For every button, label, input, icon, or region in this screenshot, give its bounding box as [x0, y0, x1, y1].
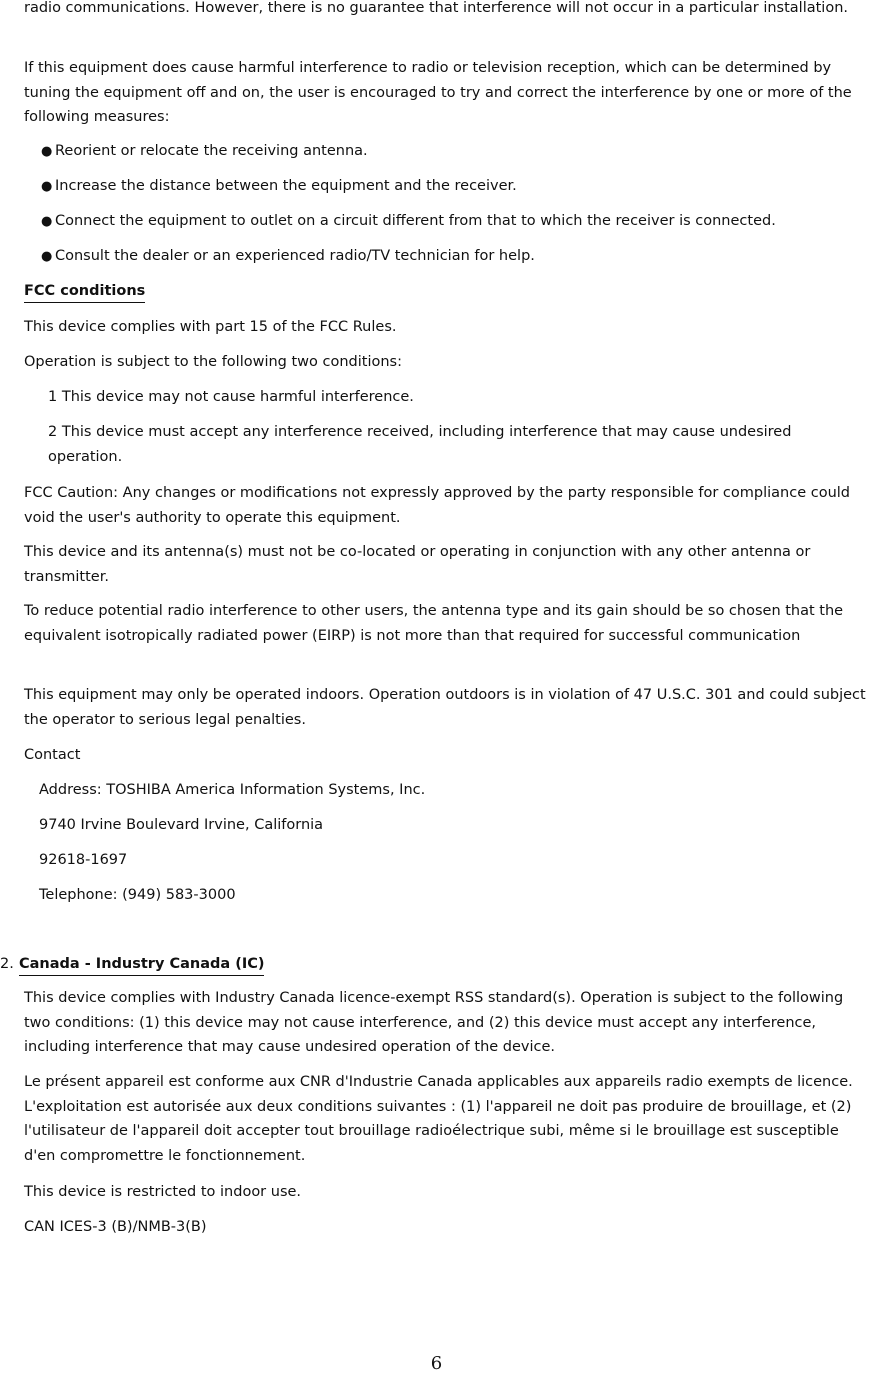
contact-telephone: Telephone: (949) 583-3000 — [39, 887, 236, 903]
bullet-icon: ● — [41, 214, 53, 229]
reduce-interference-text: To reduce potential radio interference to other users, the antenna type and its gain should be so chosen that the equivalent isotropically radiated power (EIRP) is not more than that required for successful communication — [24, 603, 844, 644]
intro-paragraph: radio communications. However, there is no guarantee that interference will not occur in a particular installation. — [24, 0, 849, 16]
bullet-icon: ● — [41, 179, 53, 194]
contact-address: Address: TOSHIBA America Information Systems, Inc. — [39, 782, 426, 798]
contact-label: Contact — [24, 747, 81, 763]
canada-ices-text: CAN ICES-3 (B)/NMB-3(B) — [24, 1219, 207, 1235]
list-item — [41, 244, 861, 269]
bullet-icon: ● — [41, 144, 53, 159]
canada-french-text: Le présent appareil est conforme aux CNR d'Industrie Canada applicables aux appareils radio exempts de licence. L'exploitation est autorisée aux deux conditions suivantes : (1) l'appareil ne doit pas produire de brouillage, et (2) l'utilisateur de l'appareil doit accepter tout brouillage radioélectrique subi, même si le brouillage est susceptible d'en compromettre le fonctionnement. — [24, 1074, 853, 1164]
condition-item: 1 This device may not cause harmful interference. — [48, 389, 414, 405]
list-item-text: Increase the distance between the equipment and the receiver. — [55, 178, 517, 194]
interference-paragraph: If this equipment does cause harmful interference to radio or television reception, which can be determined by tuning the equipment off and on, the user is encouraged to try and correct the interference by one or more of the following measures: — [24, 60, 852, 125]
fcc-operation-text: Operation is subject to the following two conditions: — [24, 354, 402, 370]
canada-indoor-text: This device is restricted to indoor use. — [24, 1184, 302, 1200]
indoor-only-text: This equipment may only be operated indoors. Operation outdoors is in violation of 47 U.S.C. 301 and could subject the operator to serious legal penalties. — [24, 687, 866, 728]
bullet-icon: ● — [41, 249, 53, 264]
list-item-text: Reorient or relocate the receiving antenna. — [55, 143, 368, 159]
page-number: 6 — [430, 1353, 443, 1374]
contact-zip: 92618-1697 — [39, 852, 128, 868]
fcc-caution-text: FCC Caution: Any changes or modifications not expressly approved by the party responsible for compliance could void the user's authority to operate this equipment. — [24, 485, 850, 526]
list-item-text: Connect the equipment to outlet on a circuit different from that to which the receiver is connected. — [55, 213, 776, 229]
canada-section-title: Canada - Industry Canada (IC) — [19, 954, 264, 976]
list-item — [41, 174, 861, 199]
section-number: 2. — [0, 956, 14, 972]
list-item — [41, 139, 861, 164]
canada-english-text: This device complies with Industry Canada licence-exempt RSS standard(s). Operation is subject to the following two conditions: (1) this device may not cause interference, and (2) this device must accept any interference, including interference that may cause undesired operation of the device. — [24, 990, 844, 1055]
fcc-conditions-heading: FCC conditions — [24, 281, 145, 303]
contact-street: 9740 Irvine Boulevard Irvine, California — [39, 817, 324, 833]
antenna-text: This device and its antenna(s) must not be co-located or operating in conjunction with any other antenna or transmitter. — [24, 544, 811, 585]
condition-item: 2 This device must accept any interference received, including interference that may cause undesired operation. — [48, 424, 792, 465]
list-item — [41, 209, 861, 234]
list-item-text: Consult the dealer or an experienced radio/TV technician for help. — [55, 248, 535, 264]
fcc-complies-text: This device complies with part 15 of the FCC Rules. — [24, 319, 397, 335]
